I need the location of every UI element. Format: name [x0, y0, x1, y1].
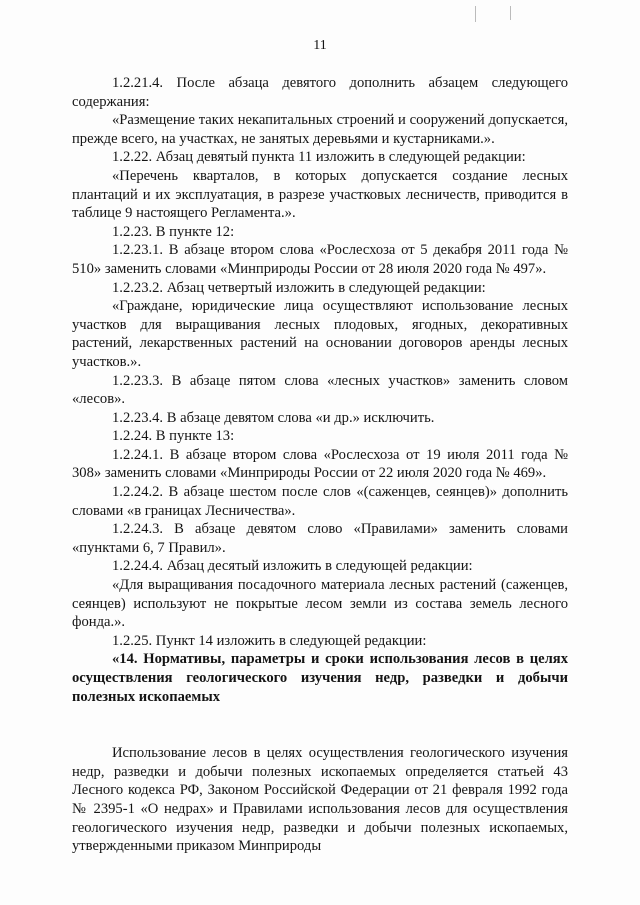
paragraph: «Перечень кварталов, в которых допускается создание лесных плантаций и их эксплуатация, в разрезе участковых лесничеств, приводится в таблице 9 настоящего Регламента.». [72, 167, 568, 222]
scan-artifact [510, 6, 511, 20]
paragraph: 1.2.21.4. После абзаца девятого дополнить абзацем следующего содержания: [72, 75, 568, 110]
spacer [72, 706, 568, 744]
document-body [72, 74, 568, 856]
paragraph: 1.2.25. Пункт 14 изложить в следующей редакции: [112, 632, 427, 649]
paragraph: «Размещение таких некапитальных строений и сооружений допускается, прежде всего, на участках, не занятых деревьями и кустарниками.». [72, 112, 568, 147]
paragraph: 1.2.23.4. В абзаце девятом слова «и др.» исключить. [112, 409, 435, 426]
paragraph: 1.2.23.1. В абзаце втором слова «Рослесхоза от 5 декабря 2011 года № 510» заменить словами «Минприроды России от 28 июля 2020 года № 497». [72, 242, 568, 277]
paragraph: 1.2.24.3. В абзаце девятом слово «Правилами» заменить словами «пунктами 6, 7 Правил». [72, 521, 568, 556]
paragraph: «Граждане, юридические лица осуществляют использование лесных участков для выращивания лесных плодовых, ягодных, декоративных растений, лекарственных растений на основании договоров аренды лесных участков.». [72, 298, 568, 370]
paragraph: Использование лесов в целях осуществления геологического изучения недр, разведки и добычи полезных ископаемых определяется статьей 43 Лесного кодекса РФ, Законом Российской Федерации от 21 февраля 1992 года № 2395-1 «О недрах» и Правилами использования лесов для осуществления геологического изучения недр, разведки и добычи полезных ископаемых, утвержденными приказом Минприроды [72, 745, 568, 855]
page-number: 11 [313, 38, 327, 53]
paragraph: 1.2.24.4. Абзац десятый изложить в следующей редакции: [112, 558, 473, 575]
paragraph: 1.2.22. Абзац девятый пункта 11 изложить в следующей редакции: [112, 149, 526, 166]
paragraph: 1.2.23. В пункте 12: [112, 223, 235, 240]
paragraph: 1.2.24. В пункте 13: [112, 428, 235, 445]
paragraph: 1.2.24.2. В абзаце шестом после слов «(саженцев, сеянцев)» дополнить словами «в границах Лесничества». [72, 484, 568, 519]
scan-artifact [475, 6, 476, 22]
paragraph: 1.2.23.2. Абзац четвертый изложить в следующей редакции: [112, 279, 486, 296]
paragraph: «Для выращивания посадочного материала лесных растений (саженцев, сеянцев) используют не покрытые лесом земли из состава земель лесного фонда.». [72, 577, 568, 631]
paragraph: 1.2.24.1. В абзаце втором слова «Рослесхоза от 19 июля 2011 года № 308» заменить словами «Минприроды России от 22 июля 2020 года № 469». [72, 446, 568, 482]
section-heading: «14. Нормативы, параметры и сроки использования лесов в целях осуществления геологического изучения недр, разведки и добычи полезных ископаемых [72, 651, 568, 705]
paragraph: 1.2.23.3. В абзаце пятом слова «лесных участков» заменить словом «лесов». [72, 372, 568, 408]
